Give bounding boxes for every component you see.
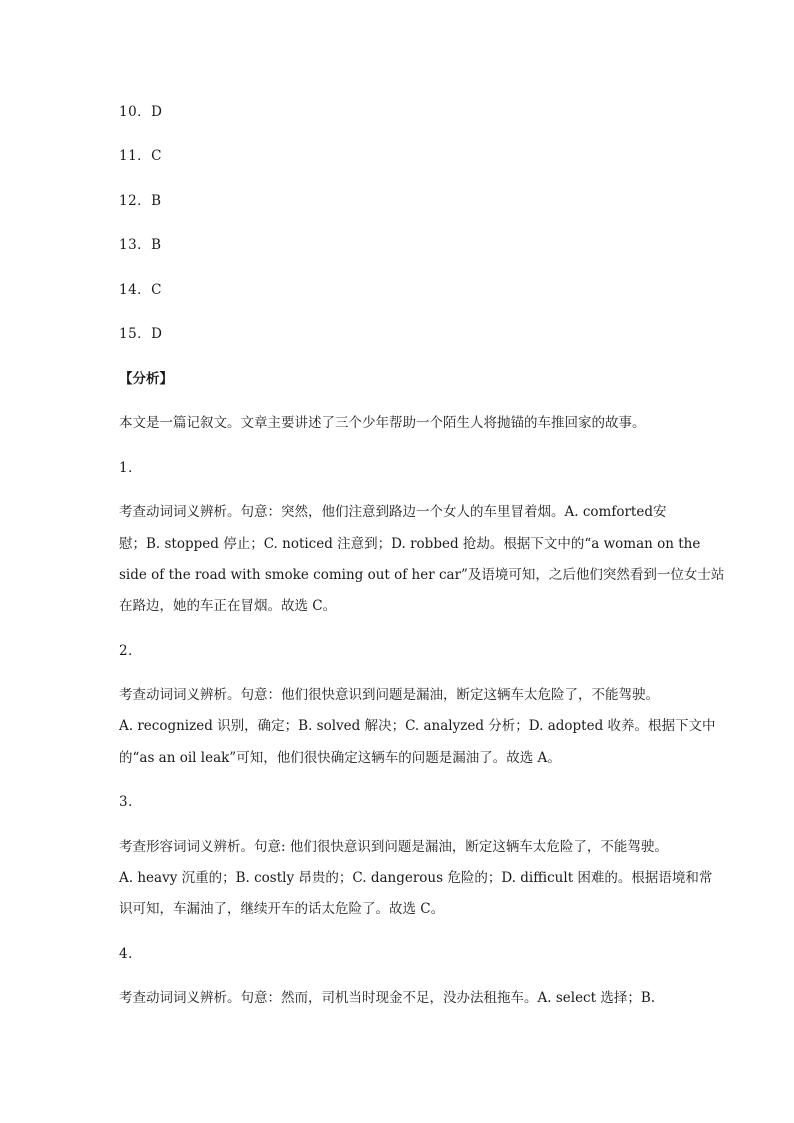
answer-12: 12．B — [119, 193, 162, 209]
item-3-number: 3． — [119, 794, 143, 810]
item-2-line-2: A. recognized 识别，确定；B. solved 解决；C. analyzed 分析；D. adopted 收养。根据下文中 — [119, 718, 716, 734]
item-1-line-1: 考查动词词义辨析。句意：突然，他们注意到路边一个女人的车里冒着烟。A. comforted安 — [119, 504, 667, 520]
analysis-heading: 【分析】 — [119, 371, 173, 387]
item-2-number: 2． — [119, 643, 143, 659]
answer-14: 14．C — [119, 282, 163, 298]
item-1-line-4: 在路边，她的车正在冒烟。故选 C。 — [119, 598, 337, 614]
intro-paragraph: 本文是一篇记叙文。文章主要讲述了三个少年帮助一个陌生人将抛锚的车推回家的故事。 — [119, 415, 646, 431]
answer-11: 11．C — [119, 148, 163, 164]
item-3-line-2: A. heavy 沉重的；B. costly 昂贵的；C. dangerous 危险的；D. difficult 困难的。根据语境和常 — [119, 870, 713, 886]
answer-15: 15．D — [119, 326, 163, 342]
item-4-number: 4． — [119, 946, 143, 962]
item-1-line-3: side of the road with smoke coming out of her car”及语境可知，之后他们突然看到一位女士站 — [119, 567, 725, 583]
item-3-line-1: 考查形容词词义辨析。句意: 他们很快意识到问题是漏油，断定这辆车太危险了，不能驾驶。 — [119, 839, 668, 855]
answer-10: 10．D — [119, 104, 163, 120]
item-2-line-3: 的“as an oil leak”可知，他们很快确定这辆车的问题是漏油了。故选 A。 — [119, 750, 561, 766]
item-1-line-2: 慰；B. stopped 停止；C. noticed 注意到；D. robbed 抢劫。根据下文中的“a woman on the — [119, 536, 701, 552]
item-1-number: 1． — [119, 460, 143, 476]
item-4-line-1: 考查动词词义辨析。句意：然而，司机当时现金不足，没办法租拖车。A. select 选择；B. — [119, 990, 656, 1006]
item-2-line-1: 考查动词词义辨析。句意：他们很快意识到问题是漏油，断定这辆车太危险了，不能驾驶。 — [119, 687, 659, 703]
answer-13: 13．B — [119, 237, 162, 253]
item-3-line-3: 识可知，车漏油了，继续开车的话太危险了。故选 C。 — [119, 901, 445, 917]
